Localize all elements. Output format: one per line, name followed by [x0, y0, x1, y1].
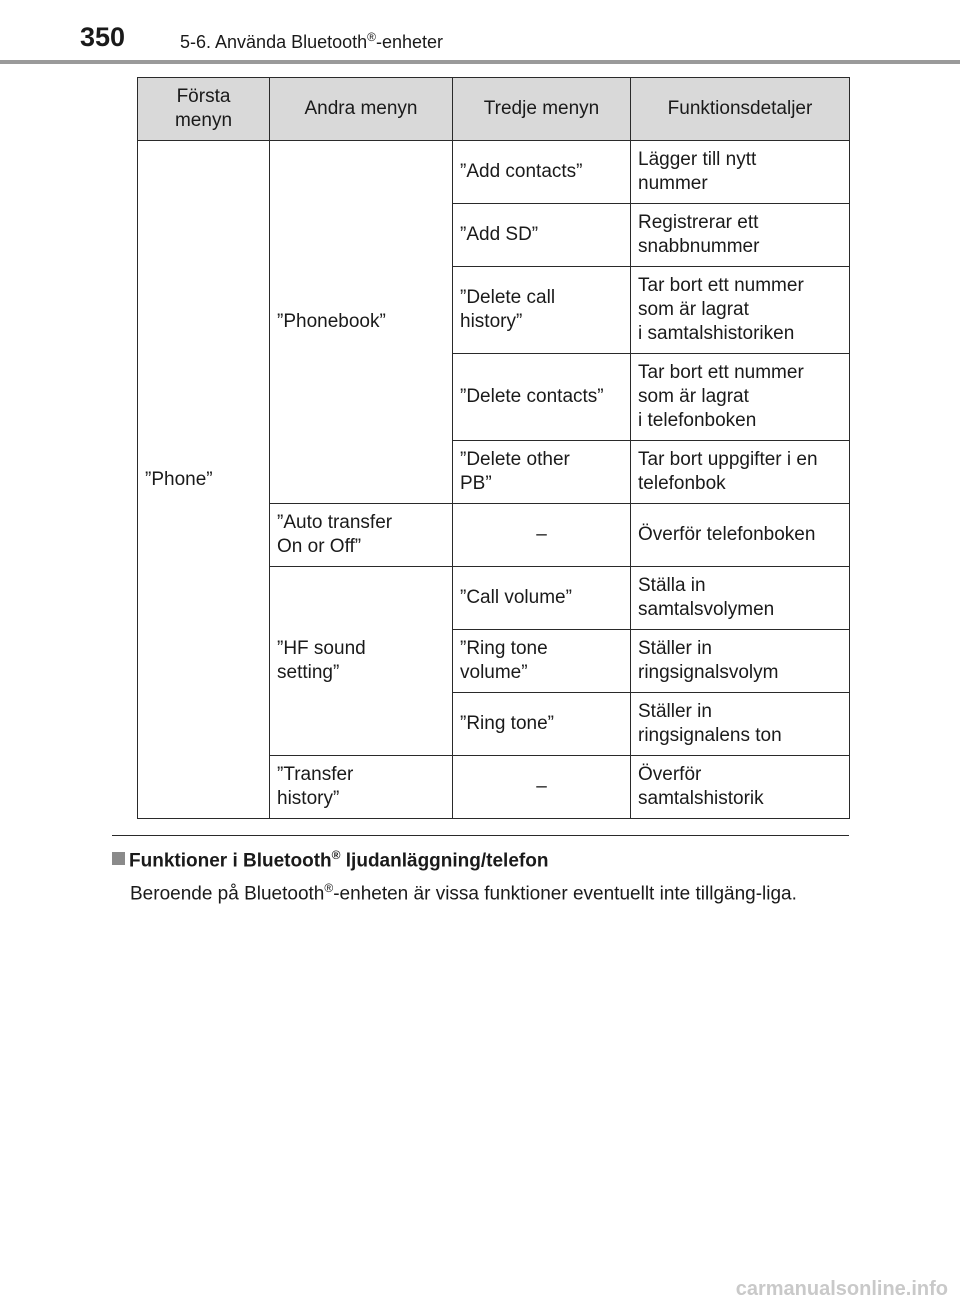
first-menu-phone: ”Phone”: [138, 141, 270, 819]
registered-mark: ®: [367, 30, 376, 44]
note-heading-suffix: ljudanläggning/telefon: [340, 850, 549, 872]
column-header-first-menu: Första menyn: [138, 78, 270, 141]
third-menu-cell: –: [453, 756, 631, 819]
section-title-suffix: -enheter: [376, 32, 444, 52]
page-number: 350: [80, 22, 126, 52]
column-header-function-details: Funktionsdetaljer: [631, 78, 850, 141]
third-menu-cell: ”Add contacts”: [453, 141, 631, 204]
note-body-suffix: -enheten är vissa funktioner eventuellt inte tillgäng-liga.: [333, 883, 797, 905]
second-menu-hf-sound-setting: ”HF sound setting”: [270, 567, 453, 756]
function-detail-cell: Tar bort uppgifter i en telefonbok: [631, 441, 850, 504]
function-detail-cell: Tar bort ett nummer som är lagrat i samtalshistoriken: [631, 267, 850, 354]
watermark: carmanualsonline.info: [735, 1278, 948, 1300]
function-detail-cell: Ställer in ringsignalsvolym: [631, 630, 850, 693]
third-menu-cell: –: [453, 504, 631, 567]
section-title-prefix: 5-6. Använda Bluetooth: [180, 32, 368, 52]
function-detail-cell: Tar bort ett nummer som är lagrat i telefonboken: [631, 354, 850, 441]
function-detail-cell: Ställer in ringsignalens ton: [631, 693, 850, 756]
note-body: [130, 876, 844, 906]
second-menu-transfer-history: ”Transfer history”: [270, 756, 453, 819]
third-menu-cell: ”Call volume”: [453, 567, 631, 630]
note-body-prefix: Beroende på Bluetooth: [130, 883, 325, 905]
section-title: [180, 30, 443, 53]
square-bullet-icon: [112, 852, 125, 865]
third-menu-cell: ”Ring tone”: [453, 693, 631, 756]
registered-mark: ®: [331, 848, 341, 862]
header-divider: [0, 60, 960, 64]
third-menu-cell: ”Add SD”: [453, 204, 631, 267]
menu-table: [137, 77, 850, 819]
registered-mark: ®: [324, 881, 334, 895]
column-header-third-menu: Tredje menyn: [453, 78, 631, 141]
section-divider: [112, 835, 849, 836]
function-detail-cell: Ställa in samtalsvolymen: [631, 567, 850, 630]
third-menu-cell: ”Delete call history”: [453, 267, 631, 354]
note-heading-prefix: Funktioner i Bluetooth: [129, 850, 332, 872]
note-heading: [112, 848, 548, 872]
third-menu-cell: ”Ring tone volume”: [453, 630, 631, 693]
function-detail-cell: Lägger till nytt nummer: [631, 141, 850, 204]
table-header-row: [138, 78, 850, 141]
function-detail-cell: Överför telefonboken: [631, 504, 850, 567]
function-detail-cell: Registrerar ett snabbnummer: [631, 204, 850, 267]
table-row: [138, 141, 850, 204]
third-menu-cell: ”Delete other PB”: [453, 441, 631, 504]
second-menu-auto-transfer: ”Auto transfer On or Off”: [270, 504, 453, 567]
third-menu-cell: ”Delete contacts”: [453, 354, 631, 441]
function-detail-cell: Överför samtalshistorik: [631, 756, 850, 819]
column-header-second-menu: Andra menyn: [270, 78, 453, 141]
second-menu-phonebook: ”Phonebook”: [270, 141, 453, 504]
